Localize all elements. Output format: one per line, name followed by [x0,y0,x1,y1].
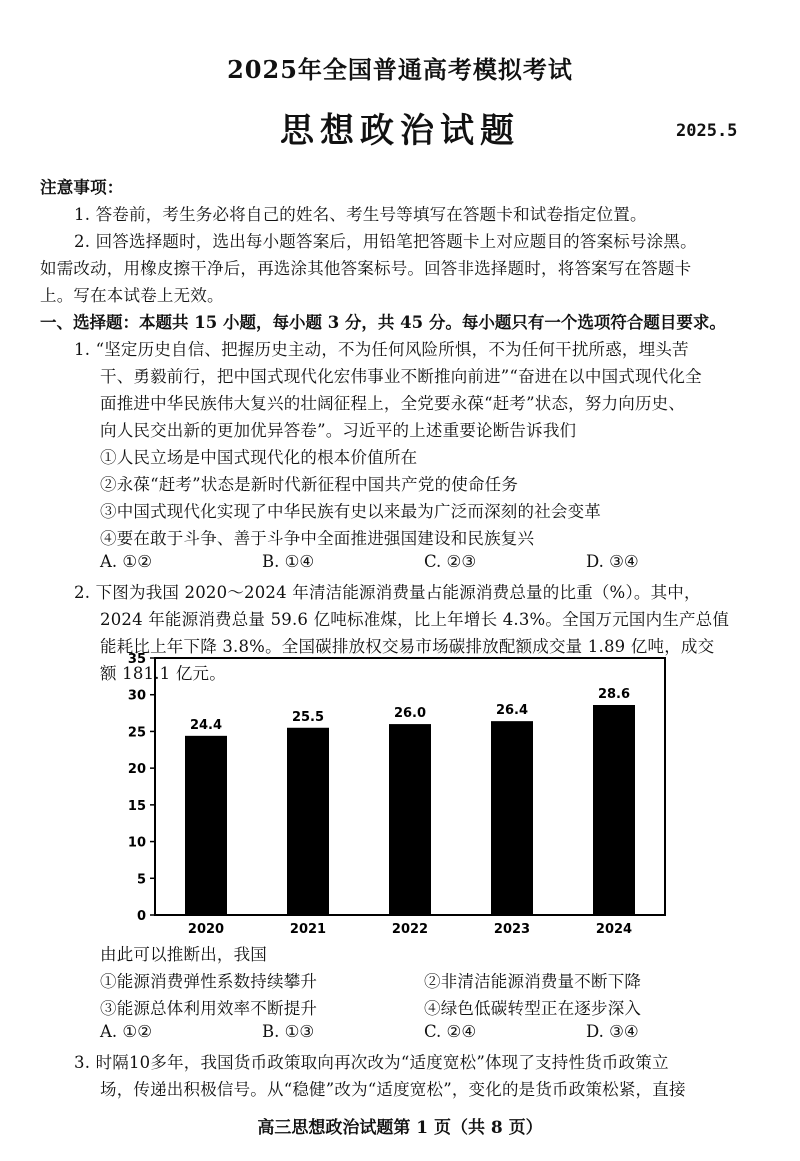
bar-2021 [287,728,329,915]
q2-stem-2: 2024 年能源消费总量 59.6 亿吨标准煤，比上年增长 4.3%。全国万元国内生产总值 [100,610,730,629]
q2-item-3: ③能源总体利用效率不断提升 [100,999,318,1018]
bar-value-label: 26.0 [393,706,427,722]
q1-item-4: ④要在敢于斗争、善于斗争中全面推进强国建设和民族复兴 [100,529,535,548]
q2-item-2: ②非清洁能源消费量不断下降 [424,972,642,991]
notes-heading: 注意事项： [40,178,124,197]
q3-stem-2: 场，传递出积极信号。从“稳健”改为“适度宽松”，变化的是货币政策松紧，直接 [100,1080,686,1099]
x-tick-label: 2022 [391,922,429,937]
y-tick-label: 5 [136,872,146,888]
q1-stem-3: 面推进中华民族伟大复兴的壮阔征程上，全党要永葆“赶考”状态，努力向历史、 [100,394,686,413]
q2-stem-1: 2. 下图为我国 2020～2024 年清洁能源消费量占能源消费总量的比重（%）。其中， [74,583,701,602]
bar-value-label: 25.5 [291,709,325,725]
exam-date: 2025.5 [676,121,738,141]
q1-option-b[interactable]: B. ①④ [262,552,315,571]
q1-option-d[interactable]: D. ③④ [586,552,639,571]
q2-option-d[interactable]: D. ③④ [586,1022,639,1041]
y-tick-label: 35 [127,652,146,667]
bar-value-label: 28.6 [597,686,631,702]
q1-item-3: ③中国式现代化实现了中华民族有史以来最为广泛而深刻的社会变革 [100,502,601,521]
q1-stem-2: 干、勇毅前行，把中国式现代化宏伟事业不断推向前进”“奋进在以中国式现代化全 [100,367,702,386]
notes-line-1: 1. 答卷前，考生务必将自己的姓名、考生号等填写在答题卡和试卷指定位置。 [74,205,647,224]
y-tick-label: 10 [127,835,146,851]
y-tick-label: 15 [127,798,146,814]
y-tick-label: 20 [127,762,146,778]
bar-2022 [389,724,431,915]
q2-stem-4: 额 181.1 亿元。 [100,664,226,683]
q1-item-1: ①人民立场是中国式现代化的根本价值所在 [100,448,418,467]
q2-option-a[interactable]: A. ①② [100,1022,152,1041]
bar-value-label: 26.4 [495,703,529,719]
y-tick-label: 0 [136,909,146,924]
q2-option-b[interactable]: B. ①③ [262,1022,315,1041]
q1-stem-1: 1. “坚定历史自信、把握历史主动，不为任何风险所惧，不为任何干扰所惑，埋头苦 [74,340,689,359]
notes-line-4: 上。写在本试卷上无效。 [40,286,224,305]
section-heading: 一、选择题：本题共 15 小题，每小题 3 分，共 45 分。每小题只有一个选项符合题目要求。 [40,313,726,332]
bar-2020 [185,736,227,915]
x-tick-label: 2021 [289,922,327,937]
q2-after-text: 由此可以推断出，我国 [100,945,267,964]
q2-option-c[interactable]: C. ②④ [424,1022,477,1041]
q1-item-2: ②永葆“赶考”状态是新时代新征程中国共产党的使命任务 [100,475,519,494]
bar-2024 [593,705,635,915]
x-tick-label: 2024 [595,922,633,937]
q2-item-4: ④绿色低碳转型正在逐步深入 [424,999,642,1018]
subject-title: 思想政治试题 [280,111,520,151]
q2-item-1: ①能源消费弹性系数持续攀升 [100,972,318,991]
y-tick-label: 25 [127,725,146,741]
bar-value-label: 24.4 [189,717,223,733]
notes-line-3: 如需改动，用橡皮擦干净后，再选涂其他答案标号。回答非选择题时，将答案写在答题卡 [40,259,692,278]
exam-title: 2025年全国普通高考模拟考试 [227,55,573,84]
q1-stem-4: 向人民交出新的更加优异答卷”。习近平的上述重要论断告诉我们 [100,421,577,440]
y-tick-label: 30 [127,688,146,704]
q3-stem-1: 3. 时隔10多年，我国货币政策取向再次改为“适度宽松”体现了支持性货币政策立 [74,1053,669,1072]
page-footer: 高三思想政治试题第 1 页（共 8 页） [257,1118,543,1138]
x-tick-label: 2020 [187,922,225,937]
notes-line-2: 2. 回答选择题时，选出每小题答案后，用铅笔把答题卡上对应题目的答案标号涂黑。 [74,232,697,251]
x-tick-label: 2023 [493,922,531,937]
q1-option-a[interactable]: A. ①② [100,552,152,571]
q2-stem-3: 能耗比上年下降 3.8%。全国碳排放权交易市场碳排放配额成交量 1.89 亿吨，成交 [100,637,715,656]
bar-2023 [491,721,533,915]
q1-option-c[interactable]: C. ②③ [424,552,477,571]
